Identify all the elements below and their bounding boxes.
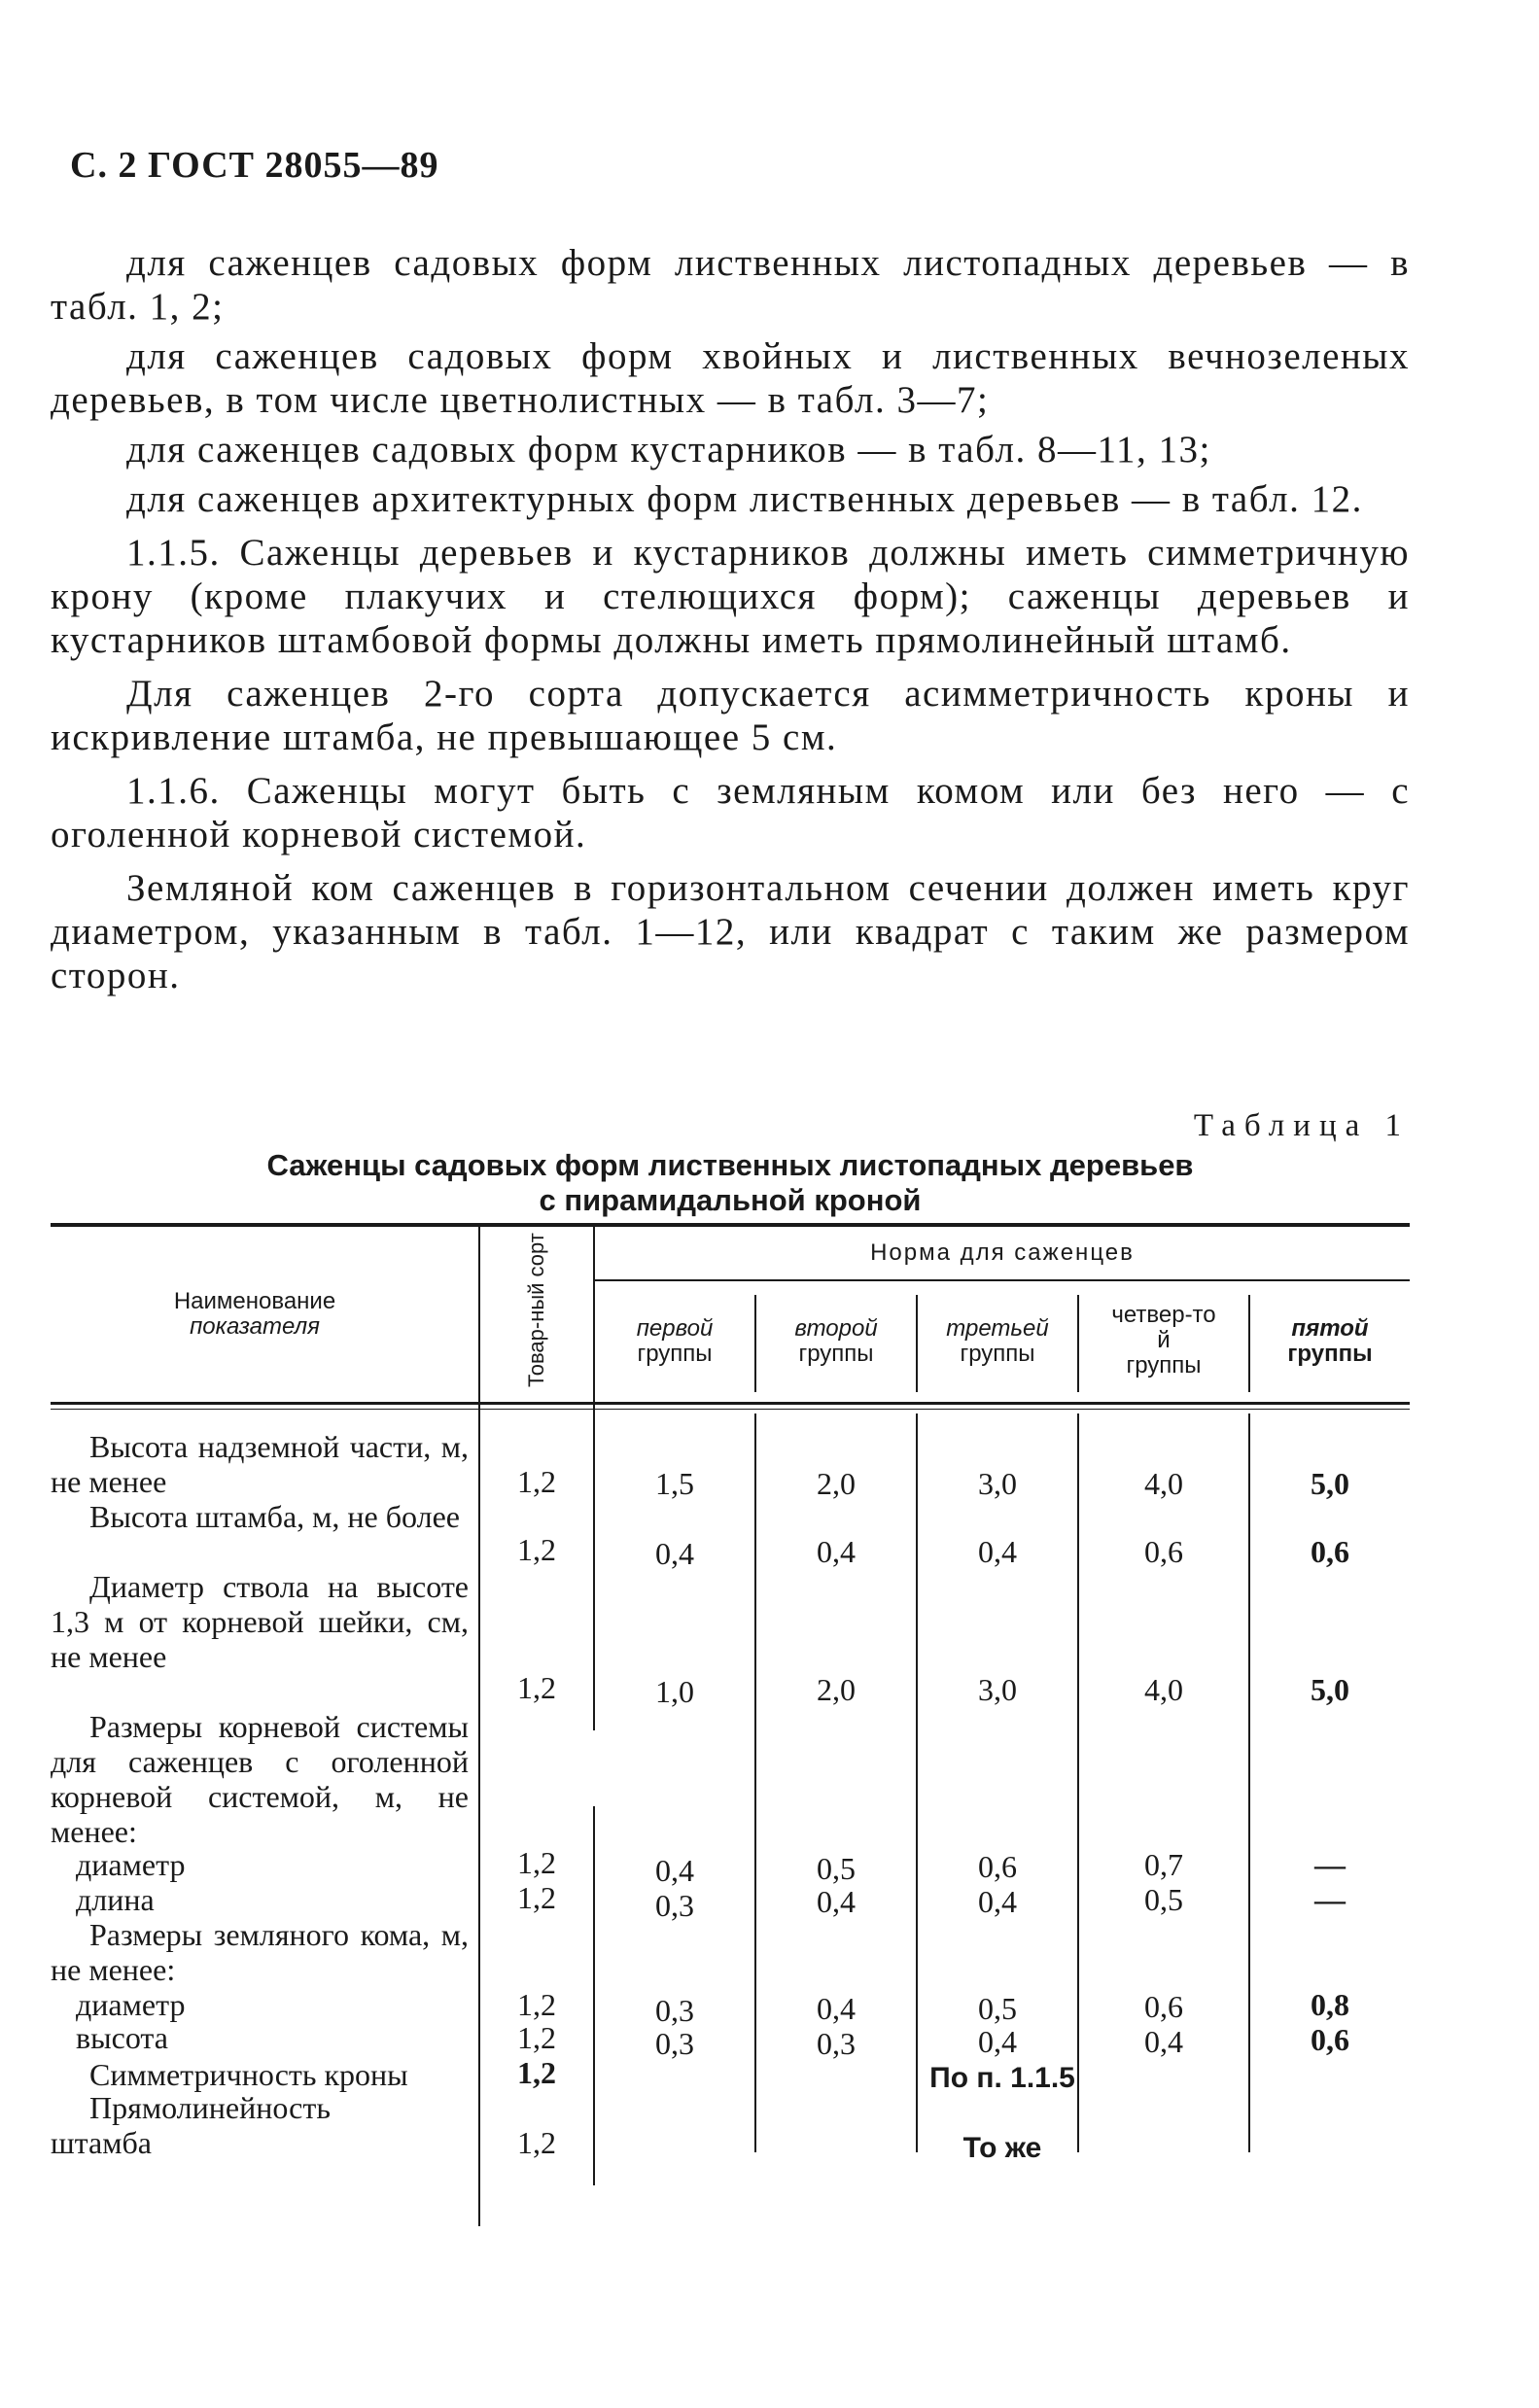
group-line: группы bbox=[1287, 1341, 1373, 1367]
sort-cell: 1,2 bbox=[517, 2020, 556, 2055]
value-cell: 0,7 bbox=[1144, 1847, 1183, 1882]
row-label: диаметр bbox=[76, 1847, 186, 1882]
value-cell: 0,4 bbox=[655, 1853, 694, 1888]
value-cell: 0,4 bbox=[817, 1884, 856, 1919]
row-label: Диаметр ствола на высоте 1,3 м от корневой шейки, см, не менее bbox=[51, 1569, 469, 1674]
value-cell: 0,8 bbox=[1311, 1987, 1349, 2022]
value-cell: 5,0 bbox=[1311, 1672, 1349, 1707]
col-header-group-1 bbox=[595, 1316, 754, 1367]
col-header-group-3 bbox=[918, 1316, 1077, 1367]
group-line: второй bbox=[794, 1315, 878, 1342]
body-text bbox=[51, 241, 1410, 1003]
norms-table bbox=[51, 1223, 1410, 2229]
value-cell: 0,3 bbox=[655, 1888, 694, 1923]
col-header-group-4 bbox=[1079, 1303, 1248, 1378]
value-cell: 0,5 bbox=[978, 1991, 1017, 2026]
col-header-group-5 bbox=[1250, 1316, 1410, 1367]
value-cell: 0,4 bbox=[978, 1534, 1017, 1569]
row-label: длина bbox=[76, 1882, 155, 1917]
group-line: первой bbox=[636, 1315, 714, 1342]
sort-cell: 1,2 bbox=[517, 2125, 556, 2160]
value-cell: 0,5 bbox=[1144, 1882, 1183, 1917]
group-line: группы bbox=[960, 1341, 1035, 1367]
table-top-rule bbox=[51, 1223, 1410, 1227]
table-title-line: с пирамидальной кроной bbox=[539, 1183, 922, 1217]
col-header-sort: Товар-ный сорт bbox=[524, 1233, 548, 1387]
table-label: Таблица 1 bbox=[1193, 1108, 1410, 1143]
paragraph: для саженцев садовых форм кустарников — в табл. 8—11, 13; bbox=[126, 429, 1211, 471]
row-label: Симметричность кроны bbox=[89, 2057, 408, 2092]
value-cell: 0,6 bbox=[1311, 1534, 1349, 1569]
row-label: Размеры земляного кома, м, не менее: bbox=[51, 1917, 469, 1987]
paragraph: для саженцев садовых форм лиственных листопадных деревьев — в табл. 1, 2; bbox=[51, 242, 1410, 328]
value-cell: 0,3 bbox=[817, 2026, 856, 2061]
sort-cell: 1,2 bbox=[517, 1670, 556, 1705]
value-cell: 0,4 bbox=[817, 1534, 856, 1569]
value-cell: 4,0 bbox=[1144, 1466, 1183, 1501]
sort-cell: 1,2 bbox=[517, 1987, 556, 2022]
value-cell: 1,0 bbox=[655, 1674, 694, 1709]
value-cell: 5,0 bbox=[1311, 1466, 1349, 1501]
value-cell: 2,0 bbox=[817, 1466, 856, 1501]
value-cell: 1,5 bbox=[655, 1466, 694, 1501]
paragraph: для саженцев архитектурных форм лиственных деревьев — в табл. 12. bbox=[126, 478, 1363, 520]
value-cell: 0,3 bbox=[655, 1993, 694, 2028]
value-cell: 3,0 bbox=[978, 1466, 1017, 1501]
page-header: С. 2 ГОСТ 28055—89 bbox=[70, 145, 439, 186]
col-header-name bbox=[109, 1289, 401, 1340]
value-cell: 0,3 bbox=[655, 2026, 694, 2061]
value-cell: — bbox=[1314, 1882, 1346, 1917]
row-label: высота bbox=[76, 2020, 168, 2055]
group-line: группы bbox=[798, 1341, 874, 1367]
paragraph: Земляной ком саженцев в горизонтальном сечении должен иметь круг диаметром, указанным в табл. 1—12, или квадрат с таким же размером сторон. bbox=[51, 867, 1410, 996]
paragraph: Для саженцев 2-го сорта допускается асимметричность кроны и искривление штамба, не превышающее 5 см. bbox=[51, 673, 1410, 758]
table-title-line: Саженцы садовых форм лиственных листопадных деревьев bbox=[266, 1148, 1194, 1182]
header-bottom-rule bbox=[51, 1402, 1410, 1405]
group-line: четвер-той bbox=[1111, 1302, 1216, 1353]
group-line: пятой bbox=[1291, 1315, 1369, 1342]
paragraph: 1.1.5. Саженцы деревьев и кустарников должны иметь симметричную крону (кроме плакучих и стелющихся форм); саженцы деревьев и кустарников штамбовой формы должны иметь прямолинейный штамб. bbox=[51, 532, 1410, 661]
value-cell: 0,6 bbox=[978, 1849, 1017, 1884]
group-line: третьей bbox=[946, 1315, 1049, 1342]
row-label: Прямолинейность штамба bbox=[51, 2090, 331, 2160]
paragraph: для саженцев садовых форм хвойных и лиственных вечнозеленых деревьев, в том числе цветнолистных — в табл. 3—7; bbox=[51, 335, 1410, 421]
col-header-name-line: показателя bbox=[190, 1313, 320, 1340]
value-cell: 0,4 bbox=[817, 1991, 856, 2026]
group-line: группы bbox=[637, 1341, 713, 1367]
value-cell: — bbox=[1314, 1847, 1346, 1882]
sort-cell: 1,2 bbox=[517, 1880, 556, 1915]
value-cell: 0,4 bbox=[978, 1884, 1017, 1919]
sort-cell: 1,2 bbox=[517, 1532, 556, 1567]
row-label: Высота надземной части, м, не менее bbox=[51, 1429, 469, 1499]
row-label: Размеры корневой системы для саженцев с оголенной корневой системой, м, не менее: bbox=[51, 1709, 469, 1849]
value-cell: 0,6 bbox=[1144, 1989, 1183, 2024]
table-title bbox=[51, 1148, 1410, 1218]
col-header-norm: Норма для саженцев bbox=[870, 1239, 1135, 1266]
group-line: группы bbox=[1126, 1352, 1202, 1378]
merged-value-cell: По п. 1.1.5 bbox=[929, 2062, 1075, 2094]
value-cell: 3,0 bbox=[978, 1672, 1017, 1707]
sort-cell: 1,2 bbox=[517, 2055, 556, 2090]
value-cell: 0,6 bbox=[1311, 2022, 1349, 2057]
value-cell: 0,4 bbox=[655, 1536, 694, 1571]
col-header-group-2 bbox=[756, 1316, 916, 1367]
value-cell: 0,4 bbox=[978, 2024, 1017, 2059]
sort-cell: 1,2 bbox=[517, 1845, 556, 1880]
merged-value-cell: То же bbox=[962, 2132, 1042, 2164]
header-norm-rule bbox=[595, 1279, 1410, 1281]
value-cell: 4,0 bbox=[1144, 1672, 1183, 1707]
row-label: Высота штамба, м, не более bbox=[89, 1499, 460, 1534]
value-cell: 0,6 bbox=[1144, 1534, 1183, 1569]
paragraph: 1.1.6. Саженцы могут быть с земляным комом или без него — с оголенной корневой системой. bbox=[51, 770, 1410, 855]
value-cell: 2,0 bbox=[817, 1672, 856, 1707]
col-header-name-line: Наименование bbox=[173, 1288, 336, 1314]
sort-cell: 1,2 bbox=[517, 1464, 556, 1499]
value-cell: 0,5 bbox=[817, 1851, 856, 1886]
row-label: диаметр bbox=[76, 1987, 186, 2022]
header-bottom-rule-2 bbox=[51, 1409, 1410, 1410]
value-cell: 0,4 bbox=[1144, 2024, 1183, 2059]
